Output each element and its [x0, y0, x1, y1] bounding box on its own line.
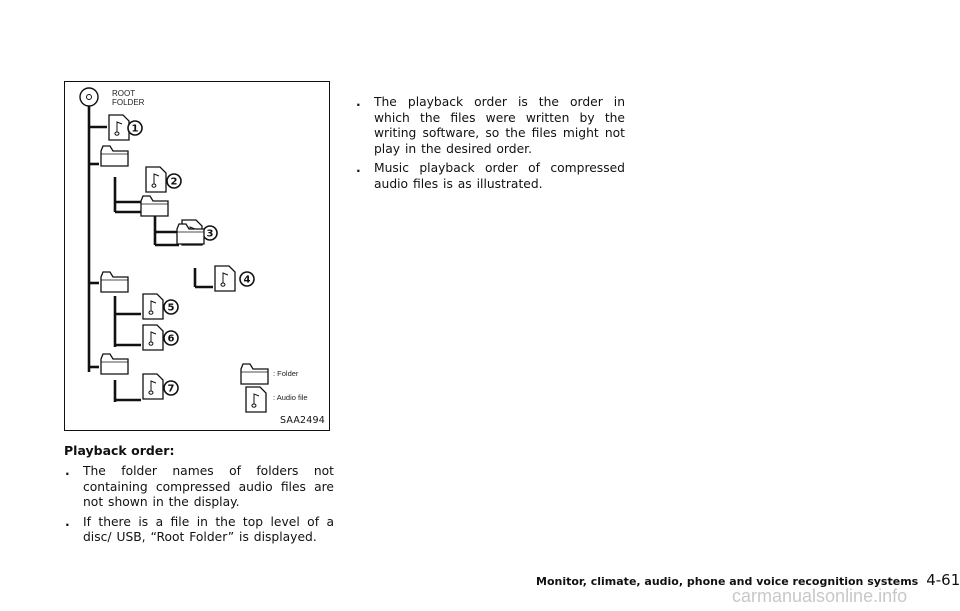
- bullet-item: [355, 95, 625, 157]
- folder-icon: [141, 196, 168, 216]
- audio-file-icon: [246, 387, 266, 412]
- bullet-dot: .: [65, 464, 70, 478]
- bullet-dot: .: [356, 161, 361, 176]
- file-number-label: 5: [167, 302, 175, 314]
- root-folder-label: ROOT FOLDER: [112, 89, 145, 107]
- figure-code: SAA2494: [279, 415, 325, 426]
- bullet-text: Music playback order of compressed audio files is as illustrated.: [374, 161, 625, 191]
- folder-tree: [65, 82, 331, 432]
- playback-order-diagram: [64, 81, 330, 431]
- left-column: [64, 443, 334, 550]
- footer-section-title: Monitor, climate, audio, phone and voice recognition systems: [536, 575, 919, 588]
- page-number: 4-61: [926, 571, 960, 589]
- bullet-text: The folder names of folders not containing compressed audio files are not shown in the display.: [83, 464, 334, 510]
- folder-icon: [101, 354, 128, 374]
- bullet-text: The playback order is the order in which the files were written by the writing software, so the files might not play in the desired order.: [374, 95, 625, 156]
- bullet-dot: .: [356, 95, 361, 109]
- right-column: [355, 95, 625, 197]
- file-number-label: 1: [131, 123, 139, 135]
- playback-order-heading: Playback order:: [64, 443, 175, 458]
- file-number-label: 6: [167, 333, 175, 345]
- audio-file-icon: [215, 266, 235, 291]
- audio-file-icon: [143, 294, 163, 319]
- file-number-label: 3: [206, 228, 214, 240]
- folder-icon: [101, 272, 128, 292]
- watermark: carmanualsonline.info: [732, 586, 908, 606]
- file-number-label: 4: [243, 274, 251, 286]
- file-number-label: 7: [167, 383, 175, 395]
- disc-icon: [80, 88, 98, 106]
- audio-file-icon: [143, 325, 163, 350]
- legend-folder-label: : Folder: [273, 369, 299, 378]
- bullet-item: [64, 515, 334, 546]
- audio-file-icon: [146, 167, 166, 192]
- bullet-dot: .: [65, 514, 70, 529]
- audio-file-icon: [143, 374, 163, 399]
- folder-icon: [241, 364, 268, 384]
- audio-file-icon: [109, 115, 129, 140]
- file-number-label: 2: [170, 176, 178, 188]
- bullet-item: [355, 161, 625, 192]
- folder-icon: [101, 146, 128, 166]
- bullet-text: If there is a file in the top level of a disc/ USB, “Root Folder” is displayed.: [83, 514, 334, 545]
- legend-audio-file-label: : Audio file: [273, 393, 308, 402]
- bullet-item: [64, 464, 334, 511]
